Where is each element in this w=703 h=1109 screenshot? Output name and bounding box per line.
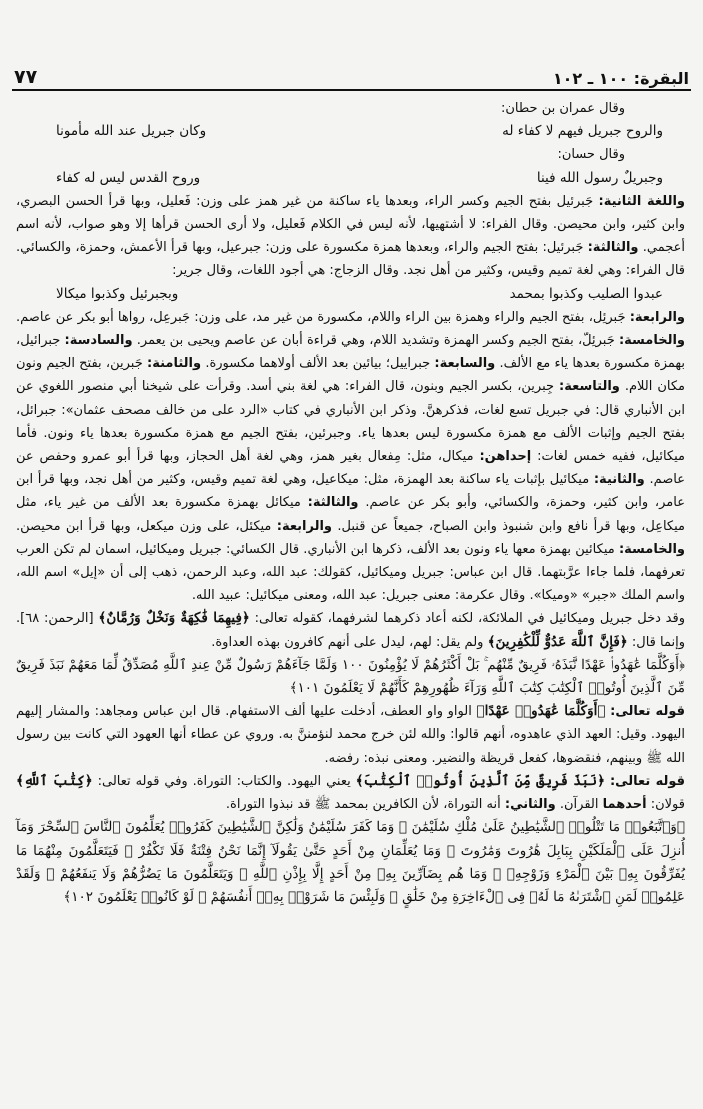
section-label: واللغة الثانية:	[598, 193, 685, 209]
paragraph-text: جَبرئيل: بفتح الجيم والراء، وبعدها همزة مكسورة على وزن: جبرعيل، وبها قرأ الأعمش، وحمزة، والكسائي. قال الفراء: وهي لغة تميم وقيس، وكثير من أهل نجد. وقال الزجاج: هي أجود اللغات، وقال جرير:	[16, 240, 685, 279]
paragraph-text: ميكائيل بإثبات ياء ساكنة بعد الهمزة، مثل: ميكاعيل، وهي لغة تميم وقيس، وكثير من أهل نجد، وبها قرأ ابن عامر، وابن كثير، وحمزة، والكسائي، وأبو بكر عن عاصم.	[16, 472, 685, 511]
paragraph-text: جَبرئيل بفتح الجيم وكسر الراء، وبعدها ياء ساكنة من غير همز على وزن: فَعليل، وبها قرأ الحسن البصري، وابن كثير، وابن محيصن. وقال الفراء: لا أشتهيها، لأنه ليس في الكلام فَعليل، ولا أرى الحسن قرأها إلا وهو صواب، لأنه اسم أعجمي.	[16, 193, 685, 256]
paragraph-text: جِبرين، بكسر الجيم وبنون، قال الفراء: هي لغة بني أسد. وقرأت على شيخنا أبي منصور اللغوي عن ابن الأنباري قال: في جبريل تسع لغات، فذكرهنَّ. وذكر ابن الأنباري في كتاب «الرد على من خالف مصحف عثمان»: جبرائل، بفتح الجيم وإثبات الألف مع همزة مكسورة ليس بعدها ياء. وجبرئين، بفتح الجيم مع همزة مكسورة بعدها ياء ونون. فأما ميكائيل، ففيه خمس لغات:	[16, 379, 685, 465]
paragraph-text: جبراييل؛ بيائين بعد الألف أولاهما مكسورة.	[205, 356, 431, 372]
paragraph-text: قولان:	[650, 797, 685, 813]
poetry-line	[16, 120, 685, 143]
paragraph-text: جبرائيل، بهمزة مكسورة بعدها ياء مع الألف.	[16, 333, 686, 372]
section-label: والثالثة:	[307, 495, 359, 511]
section-label: والسادسة:	[64, 333, 133, 349]
hemistich: وكان جبريل عند الله مأمونا	[56, 123, 207, 140]
quran-quote: ﴿نَبَذَ فَرِيقٌ مِّنَ ٱلَّذِينَ أُوتُوا۟ ٱلْكِتَٰبَ﴾	[355, 772, 605, 789]
paragraph	[16, 700, 685, 770]
page-body	[16, 97, 685, 909]
section-label: والثانية:	[593, 472, 645, 488]
paragraph-text: ميكئل، على وزن ميكعل، وبها قرأ ابن محيصن.	[16, 518, 272, 534]
page-header	[14, 58, 689, 88]
quran-verse-block: ﴿أَوَكُلَّمَا عَٰهَدُوا۟ عَهْدًا نَّبَذَهُۥ فَرِيقٌ مِّنْهُم ۚ بَلْ أَكْثَرُهُمْ لَا يُؤْمِنُونَ ١٠٠ وَلَمَّا جَآءَهُمْ رَسُولٌ مِّنْ عِندِ ٱللَّهِ مُصَدِّقٌ لِّمَا مَعَهُمْ نَبَذَ فَرِيقٌ مِّنَ ٱلَّذِينَ أُوتُوا۟ ٱلْكِتَٰبَ كِتَٰبَ ٱللَّهِ وَرَآءَ ظُهُورِهِمْ كَأَنَّهُمْ لَا يَعْلَمُونَ ١٠١﴾	[16, 656, 685, 697]
paragraph-text: جَبرئِل، بفتح الجيم والراء وهمزة بين الراء واللام، مكسورة من غير مد، على وزن: جَبرعِل، رواها أبو بكر عن عاصم.	[16, 309, 626, 325]
hemistich: وبجبرئيل وكذبوا ميكالا	[56, 285, 179, 302]
section-label: والتاسعة:	[559, 379, 620, 395]
paragraph-text: ميكائين بهمزة معها ياء ونون بعد الألف، ذكرها ابن الأنباري. قال الكسائي: جبريل وميكائيل، اسمان لم تكن العرب تعرفهما، فلما جاءا عرَّبتهما. قال ابن عباس: جبريل وميكائيل، كقولك: عبد الله، وعبد الرحمن، ذهب إلى أن «إيل» اسم الله، واسم الملك «جبر» «وميكا». وقال عكرمة: معنى جبريل: عبد الله، ومعنى ميكائيل: عبيد الله.	[16, 541, 685, 604]
quran-verse-block: ﴿وَٱتَّبَعُوا۟ مَا تَتْلُوا۟ ٱلشَّيَٰطِينُ عَلَىٰ مُلْكِ سُلَيْمَٰنَ ۖ وَمَا كَفَرَ سُلَيْمَٰنُ وَلَٰكِنَّ ٱلشَّيَٰطِينَ كَفَرُوا۟ يُعَلِّمُونَ ٱلنَّاسَ ٱلسِّحْرَ وَمَآ أُنزِلَ عَلَى ٱلْمَلَكَيْنِ بِبَابِلَ هَٰرُوتَ وَمَٰرُوتَ ۚ وَمَا يُعَلِّمَانِ مِنْ أَحَدٍ حَتَّىٰ يَقُولَآ إِنَّمَا نَحْنُ فِتْنَةٌ فَلَا تَكْفُرْ ۖ فَيَتَعَلَّمُونَ مِنْهُمَا مَا يُفَرِّقُونَ بِهِۦ بَيْنَ ٱلْمَرْءِ وَزَوْجِهِۦ ۚ وَمَا هُم بِضَآرِّينَ بِهِۦ مِنْ أَحَدٍ إِلَّا بِإِذْنِ ٱللَّهِ ۚ وَيَتَعَلَّمُونَ مَا يَضُرُّهُمْ وَلَا يَنفَعُهُمْ ۚ وَلَقَدْ عَلِمُوا۟ لَمَنِ ٱشْتَرَىٰهُ مَا لَهُۥ فِى ٱلْءَاخِرَةِ مِنْ خَلَٰقٍ ۚ وَلَبِئْسَ مَا شَرَوْا۟ بِهِۦٓ أَنفُسَهُمْ ۚ لَوْ كَانُوا۟ يَعْلَمُونَ ١٠٢﴾	[16, 819, 685, 905]
hemistich: عبدوا الصليب وكذبوا بمحمد	[509, 285, 663, 302]
section-label: والخامسة:	[618, 333, 685, 349]
section-label: والثامنة:	[147, 356, 202, 372]
paragraph	[16, 306, 685, 608]
poetry-line	[16, 283, 685, 306]
hemistich: والروح جبريل فيهم لا كفاء له	[502, 123, 663, 140]
paragraph-text: وقد دخل جبريل وميكائيل في الملائكة، لكنه أعاد ذكرهما لشرفهما، كقوله تعالى:	[254, 611, 685, 627]
page-number: ٧٧	[14, 66, 38, 88]
paragraph-text: ميكال، مثل: مِفعال بغير همز، وهي لغة أهل الحجاز، وبها قرأ أبو عمرو وحفص عن عاصم.	[16, 449, 685, 488]
section-label: والخامسة:	[618, 541, 685, 557]
paragraph-text: أنه التوراة، لأن الكافرين بمحمد ﷺ قد نبذوا التوراة.	[225, 797, 501, 813]
section-label: والثالثة:	[587, 240, 639, 256]
quran-quote: ﴿فَإِنَّ ٱللَّهَ عَدُوٌّ لِّلْكَٰفِرِينَ﴾	[487, 633, 628, 650]
section-label: قوله تعالى:	[610, 704, 685, 720]
section-label: والثاني:	[504, 797, 556, 813]
paragraph-text: جَبرين، بفتح الجيم ونون مكان اللام.	[16, 356, 685, 395]
paragraph	[16, 770, 685, 816]
paragraph-text: الواو واو العطف، أدخلت عليها ألف الاستفهام. قال ابن عباس ومجاهد: والمشار إليهم اليهود. وقيل: العهد الذي عاهدوه، أنهم قالوا: والله لئن خرج محمد لنؤمننَّ به. وروي عن عطاء أنها العهود التي كانت بين رسول الله ﷺ وبينهم، فنقضوها، كفعل قريظة والنضير. ومعنى نبذه: رفضه.	[16, 704, 685, 766]
section-label: إحداهن:	[479, 449, 532, 465]
section-label: والرابعة:	[629, 309, 685, 325]
paragraph	[16, 190, 685, 283]
poetry-line	[16, 167, 685, 190]
sura-reference: البقرة: ١٠٠ ـ ١٠٢	[552, 69, 689, 88]
paragraph-text: يعني اليهود. والكتاب: التوراة. وفي قوله تعالى:	[97, 773, 351, 789]
paragraph-text: [الرحمن: ٦٨]. وإنما قال:	[16, 611, 685, 650]
section-label: أحدهما	[602, 797, 647, 813]
section-label: والرابعة:	[276, 518, 333, 534]
paragraph-text: جَبرئِلّ، بفتح الجيم وكسر الهمزة وتشديد اللام، وهي قراءة أبان عن عاصم ويحيى بن يعمر.	[136, 333, 615, 349]
quran-quote: ﴿كِتَٰبَ ٱللَّهِ﴾	[16, 772, 93, 789]
hemistich: وجبريلٌ رسول الله فينا	[536, 169, 663, 186]
paragraph	[16, 607, 685, 653]
text-line: وقال عمران بن حطان:	[500, 101, 625, 116]
paragraph-text: ولم يقل: لهم، ليدل على أنهم كافرون بهذه العداوة.	[211, 634, 484, 650]
quran-quote: ﴿فِيهِمَا فَٰكِهَةٌ وَنَخْلٌ وَرُمَّانٌ﴾	[98, 610, 250, 627]
header-rule	[12, 89, 691, 91]
section-label: قوله تعالى:	[609, 773, 686, 789]
hemistich: وروح القدس ليس له كفاء	[56, 169, 201, 186]
text-line: وقال حسان:	[557, 147, 625, 163]
quran-quote: ﴿أَوَكُلَّمَا عَٰهَدُوا۟ عَهْدًا﴾	[476, 703, 606, 720]
paragraph-text: ميكائل بهمزة مكسورة بعد الألف من غير ياء، مثل ميكاعِل، وبها قرأ نافع وابن شنبوذ وابن الصباح، جميعاً عن قنبل.	[16, 495, 685, 534]
section-label: والسابعة:	[434, 356, 496, 372]
paragraph-text: القرآن.	[559, 797, 599, 813]
